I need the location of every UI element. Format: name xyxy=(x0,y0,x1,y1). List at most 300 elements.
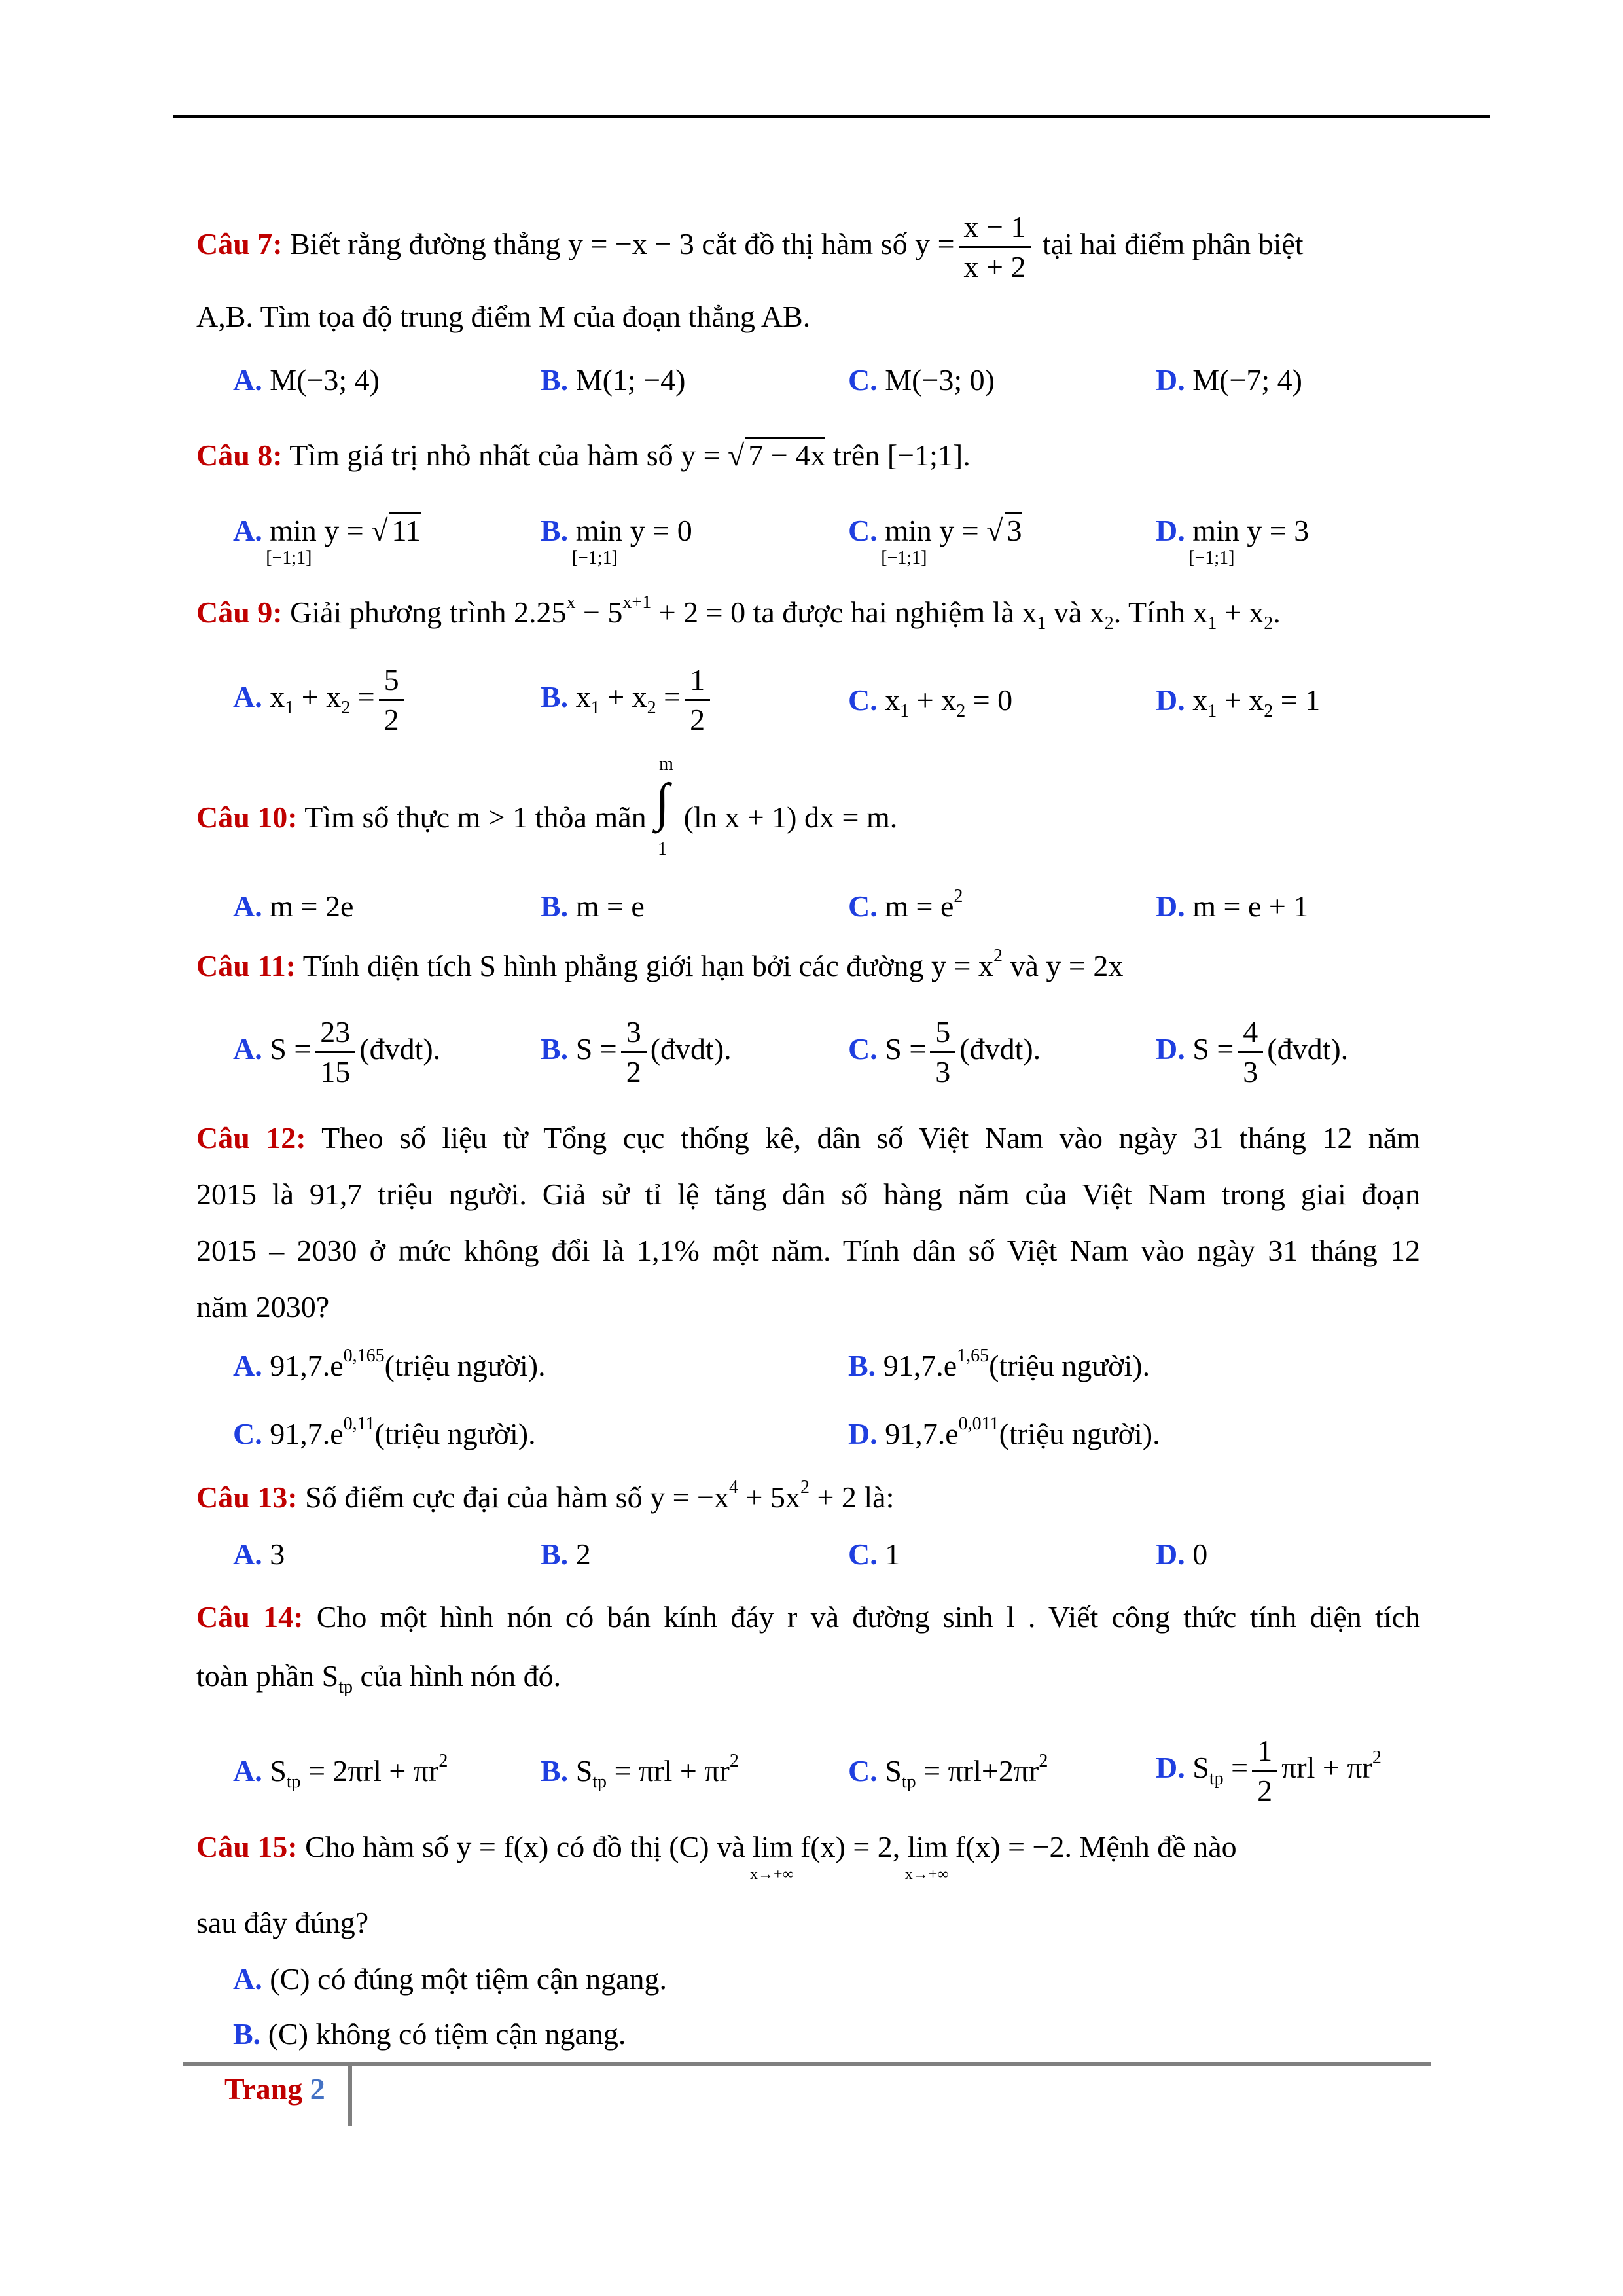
option-value: m = e xyxy=(575,889,645,923)
options-q10 xyxy=(233,884,1411,942)
option-c[interactable]: C. min [−1;1] y = √ 3 xyxy=(848,508,1022,554)
option-key: B. xyxy=(848,1349,876,1382)
question-text: trên xyxy=(832,439,880,472)
option-value: (C) có đúng một tiệm cận ngang. xyxy=(270,1962,668,1996)
option-value: M(1; −4) xyxy=(575,363,686,397)
denominator: 15 xyxy=(320,1055,351,1088)
option-a[interactable] xyxy=(233,1532,285,1577)
question-label: Câu 12: xyxy=(196,1121,306,1155)
var: S xyxy=(321,1659,339,1693)
math-expression: y = xyxy=(915,227,955,261)
lim-subscript: x→+∞ xyxy=(904,1866,949,1883)
question-text: A,B. Tìm tọa độ trung điểm M của đoạn thẳng AB. xyxy=(196,300,811,333)
option-b[interactable] xyxy=(541,508,692,568)
question-text: thỏa mãn xyxy=(535,800,647,834)
unit: (triệu người). xyxy=(384,1349,546,1382)
header-rule xyxy=(173,115,1490,118)
option-key: A. xyxy=(233,1032,262,1066)
op: + xyxy=(909,683,942,717)
math-expression: y = f(x) xyxy=(456,1830,549,1863)
question-label: Câu 13: xyxy=(196,1480,298,1514)
var: x xyxy=(1089,596,1105,629)
option-c[interactable] xyxy=(848,357,995,403)
subscript: tp xyxy=(1209,1768,1224,1789)
option-d[interactable] xyxy=(1156,508,1310,568)
option-lhs: y = 3 xyxy=(1247,514,1310,547)
limit-operator xyxy=(904,1826,949,1883)
option-lhs: y = xyxy=(939,514,979,547)
exponent: 2 xyxy=(1039,1751,1048,1771)
subscript: 2 xyxy=(647,698,656,719)
option-key: D. xyxy=(1156,1032,1185,1066)
question-7 xyxy=(196,208,1420,286)
question-text: . Mệnh đề nào xyxy=(1064,1830,1237,1863)
option-lhs: S = xyxy=(575,1032,617,1066)
exponent: x xyxy=(566,592,576,613)
question-13 xyxy=(196,1477,1420,1518)
denominator: 3 xyxy=(935,1055,951,1088)
option-c[interactable] xyxy=(848,1532,900,1577)
option-key: A. xyxy=(233,363,262,397)
option-base: 91,7.e xyxy=(883,1349,957,1382)
var: x xyxy=(1249,596,1264,629)
punct: . xyxy=(1273,596,1281,629)
option-value: (C) không có tiệm cận ngang. xyxy=(268,2017,626,2051)
var: x xyxy=(941,683,957,717)
subscript: 1 xyxy=(1207,701,1217,721)
var: x xyxy=(1249,683,1264,717)
min-word: min xyxy=(270,514,317,547)
option-key: A. xyxy=(233,1537,262,1571)
unit: (đvdt). xyxy=(359,1032,441,1066)
option-value: m = 2e xyxy=(270,889,354,923)
option-value: 2 xyxy=(575,1537,591,1571)
math-expression: f(x) = −2 xyxy=(955,1830,1065,1863)
integral xyxy=(654,754,676,859)
radicand: 7 − 4x xyxy=(745,437,825,472)
option-b[interactable] xyxy=(541,661,714,739)
option-value: 0 xyxy=(1192,1537,1208,1571)
option-a[interactable] xyxy=(233,1958,1457,2000)
math-expression: y = x xyxy=(931,949,993,982)
option-value: M(−3; 4) xyxy=(270,363,380,397)
exponent: 2 xyxy=(993,946,1003,966)
question-text: và xyxy=(1053,596,1082,629)
exponent: 0,11 xyxy=(343,1414,375,1434)
question-text: cắt đồ thị hàm số xyxy=(702,227,908,261)
option-key: D. xyxy=(1156,1751,1185,1785)
option-c[interactable] xyxy=(848,884,963,929)
question-text: . Tính xyxy=(1113,596,1185,629)
fraction xyxy=(379,661,404,739)
option-key: C. xyxy=(848,514,878,547)
min-operator xyxy=(881,508,932,568)
subscript: 2 xyxy=(956,701,966,721)
option-base: 91,7.e xyxy=(885,1417,959,1450)
question-label: Câu 11: xyxy=(196,949,296,982)
subscript: 2 xyxy=(1104,613,1114,634)
option-value: M(−7; 4) xyxy=(1192,363,1302,397)
exponent: 2 xyxy=(729,1751,739,1771)
var: S xyxy=(1192,1751,1209,1785)
math-expression xyxy=(650,1477,857,1514)
term: y = −x xyxy=(650,1480,729,1514)
min-subscript: [−1;1] xyxy=(881,548,927,568)
question-text: Theo số liệu từ Tổng cục thống kê, dân số Việt Nam vào ngày 31 tháng 12 năm xyxy=(321,1121,1420,1155)
footer-rule xyxy=(183,2062,1431,2066)
question-label: Câu 14: xyxy=(196,1600,304,1634)
numerator: 5 xyxy=(379,661,404,701)
integral-sign: ∫ xyxy=(655,774,670,831)
option-key: C. xyxy=(848,683,878,717)
option-base: 91,7.e xyxy=(270,1417,344,1450)
option-value: m = e xyxy=(885,889,954,923)
option-value: m = e + 1 xyxy=(1192,889,1309,923)
numerator: 4 xyxy=(1238,1013,1263,1053)
option-key: D. xyxy=(1156,889,1185,923)
option-key: B. xyxy=(233,2017,261,2051)
denominator: 2 xyxy=(626,1055,641,1088)
min-word: min xyxy=(575,514,623,547)
unit: (triệu người). xyxy=(999,1417,1160,1450)
exponent: 4 xyxy=(728,1477,738,1498)
question-text: Tìm số thực xyxy=(304,800,450,834)
question-text: Cho hàm số xyxy=(305,1830,449,1863)
question-text: và xyxy=(1010,949,1039,982)
option-d[interactable] xyxy=(1156,677,1320,723)
min-subscript: [−1;1] xyxy=(1188,548,1235,568)
fraction xyxy=(685,661,710,739)
option-key: A. xyxy=(233,514,262,547)
var: x xyxy=(575,680,591,714)
math-expression: [−1;1]. xyxy=(887,439,971,472)
footer-divider xyxy=(348,2066,352,2126)
limit-operator xyxy=(750,1826,794,1883)
option-key: A. xyxy=(233,1349,262,1382)
question-text: của hình nón đó. xyxy=(360,1659,562,1693)
subscript: tp xyxy=(901,1772,916,1792)
fraction xyxy=(1238,1013,1263,1091)
option-key: D. xyxy=(848,1417,878,1450)
options-q12-row1 xyxy=(233,1343,1411,1402)
unit: (đvdt). xyxy=(959,1032,1041,1066)
fraction xyxy=(959,208,1031,286)
option-lhs: S = xyxy=(885,1032,927,1066)
question-line xyxy=(196,1647,1420,1706)
option-lhs: S = xyxy=(1192,1032,1234,1066)
page-number-value: 2 xyxy=(310,2072,325,2106)
option-b[interactable] xyxy=(233,2013,1457,2055)
subscript: tp xyxy=(286,1772,301,1792)
option-value: 1 xyxy=(1305,683,1321,717)
denominator: x + 2 xyxy=(963,250,1026,283)
var: x xyxy=(1192,683,1208,717)
var: x xyxy=(632,680,647,714)
question-line xyxy=(196,1588,1420,1647)
lim-subscript: x→+∞ xyxy=(750,1866,794,1883)
subscript: 1 xyxy=(1037,613,1046,634)
question-text: Tính diện tích S hình phẳng giới hạn bởi các đường xyxy=(302,949,924,982)
option-key: B. xyxy=(541,1754,569,1787)
option-a[interactable]: A. min [−1;1] y = √ 11 xyxy=(233,508,421,554)
option-b[interactable] xyxy=(541,357,685,403)
option-value: = 2πrl + πr xyxy=(308,1754,439,1787)
op: + xyxy=(294,680,327,714)
var: S xyxy=(885,1754,902,1787)
op: = xyxy=(972,683,990,717)
var: x xyxy=(885,683,901,717)
option-d[interactable] xyxy=(1156,884,1308,929)
exponent: 2 xyxy=(1372,1748,1382,1768)
options-q11 xyxy=(233,1013,1411,1098)
subscript: tp xyxy=(592,1772,607,1792)
punct: . xyxy=(889,800,898,834)
unit: (đvdt). xyxy=(650,1032,732,1066)
exponent: x+1 xyxy=(622,592,652,613)
option-key: B. xyxy=(541,889,569,923)
term: + 2 xyxy=(809,1480,857,1514)
numerator: 1 xyxy=(685,661,710,701)
question-text: Giải phương trình xyxy=(290,596,507,629)
min-subscript: [−1;1] xyxy=(266,548,312,568)
subscript: 1 xyxy=(1207,613,1217,634)
math-expression: (ln x + 1) dx = m xyxy=(683,800,890,834)
lim-word: lim xyxy=(907,1830,948,1863)
question-text: ta được hai nghiệm là xyxy=(753,596,1014,629)
question-text: có đồ thị (C) và xyxy=(556,1830,745,1863)
fraction xyxy=(930,1013,955,1091)
option-lhs: y = 0 xyxy=(630,514,692,547)
question-8: Câu 8: Tìm giá trị nhỏ nhất của hàm số y = √ 7 − 4x trên [−1;1]. xyxy=(196,439,971,472)
option-b[interactable] xyxy=(541,884,645,929)
term: 2.25 xyxy=(513,596,567,629)
radicand: 11 xyxy=(389,512,421,547)
option-a[interactable] xyxy=(233,1748,448,1794)
option-d[interactable] xyxy=(1156,1532,1207,1577)
numerator: 23 xyxy=(315,1013,355,1053)
options-q14 xyxy=(233,1732,1411,1817)
denominator: 2 xyxy=(1257,1774,1273,1807)
exponent: 1,65 xyxy=(957,1346,990,1366)
min-word: min xyxy=(885,514,932,547)
subscript: 1 xyxy=(590,698,600,719)
math-expression: m > 1 xyxy=(457,800,528,834)
question-15-line2 xyxy=(196,1902,1420,1944)
question-11 xyxy=(196,945,1420,987)
option-c[interactable] xyxy=(848,1748,1048,1794)
exponent: 2 xyxy=(954,886,963,906)
numerator: x − 1 xyxy=(959,208,1031,248)
options-q8 xyxy=(233,508,1411,567)
option-c[interactable] xyxy=(848,1013,1041,1091)
option-key: D. xyxy=(1156,683,1185,717)
numerator: 5 xyxy=(930,1013,955,1053)
option-lhs: y = xyxy=(324,514,364,547)
exponent: 2 xyxy=(800,1477,810,1498)
question-label: Câu 9: xyxy=(196,596,283,629)
denominator: 2 xyxy=(690,703,705,736)
exponent: 0,165 xyxy=(343,1346,385,1366)
option-a[interactable] xyxy=(233,1013,440,1091)
question-text: là: xyxy=(864,1480,895,1514)
option-key: B. xyxy=(541,514,569,547)
op: + xyxy=(1217,596,1249,629)
subscript: 1 xyxy=(900,701,910,721)
fraction xyxy=(1252,1732,1277,1810)
question-text: Số điểm cực đại của hàm số xyxy=(305,1480,643,1514)
op: + xyxy=(599,680,632,714)
question-line xyxy=(196,1166,1420,1223)
option-key: A. xyxy=(233,1754,262,1787)
question-label: Câu 8: xyxy=(196,439,283,472)
question-10 xyxy=(196,754,1420,859)
option-key: A. xyxy=(233,1962,262,1996)
option-key: C. xyxy=(848,363,878,397)
op: = xyxy=(357,680,375,714)
question-line xyxy=(196,1223,1420,1279)
unit: (đvdt). xyxy=(1267,1032,1349,1066)
denominator: 2 xyxy=(383,703,399,736)
option-value: 3 xyxy=(270,1537,285,1571)
fraction xyxy=(621,1013,647,1091)
question-text: năm 2030? xyxy=(196,1290,330,1323)
option-b[interactable] xyxy=(541,1748,739,1794)
unit: (triệu người). xyxy=(989,1349,1150,1382)
term: + 2 = 0 xyxy=(651,596,746,629)
question-text: Cho một hình nón có bán kính đáy r và đường sinh l . Viết công thức tính diện tích xyxy=(316,1600,1420,1634)
question-text: Biết rằng đường thẳng xyxy=(290,227,561,261)
question-label: Câu 7: xyxy=(196,227,283,261)
question-text: toàn phần xyxy=(196,1659,315,1693)
math-expression: y = −x − 3 xyxy=(567,227,694,261)
var: x xyxy=(326,680,342,714)
var: S xyxy=(575,1754,593,1787)
option-d[interactable] xyxy=(1156,1013,1348,1091)
math-expression: y = xyxy=(681,439,721,472)
option-key: C. xyxy=(233,1417,262,1450)
option-value: = πrl+2πr xyxy=(923,1754,1039,1787)
option-d[interactable] xyxy=(848,1411,1160,1457)
question-text: 2015 là 91,7 triệu người. Giả sử tỉ lệ tăng dân số hàng năm của Việt Nam trong giai đoạn xyxy=(196,1177,1420,1211)
integral-lower: 1 xyxy=(658,839,668,859)
option-lhs: S = xyxy=(270,1032,312,1066)
page-number xyxy=(224,2068,325,2110)
option-key: C. xyxy=(848,1032,878,1066)
term: + 5x xyxy=(738,1480,800,1514)
var: x xyxy=(1022,596,1037,629)
radicand: 3 xyxy=(1005,512,1022,547)
var: x xyxy=(1192,596,1208,629)
option-a[interactable] xyxy=(233,357,380,403)
question-text: Tìm giá trị nhỏ nhất của hàm số xyxy=(289,439,673,472)
min-operator xyxy=(571,508,623,568)
subscript: 1 xyxy=(285,698,294,719)
option-a[interactable] xyxy=(233,1343,546,1389)
option-key: B. xyxy=(541,1537,569,1571)
options-q13 xyxy=(233,1532,1411,1590)
option-b[interactable] xyxy=(541,1532,591,1577)
min-word: min xyxy=(1192,514,1240,547)
option-value: 1 xyxy=(885,1537,901,1571)
option-c[interactable] xyxy=(848,677,1012,723)
op: = xyxy=(1280,683,1298,717)
question-14 xyxy=(196,1588,1420,1706)
numerator: 1 xyxy=(1252,1732,1277,1772)
option-d[interactable] xyxy=(1156,1732,1382,1810)
options-q9 xyxy=(233,661,1411,740)
question-text: tại hai điểm phân biệt xyxy=(1043,227,1304,261)
var: S xyxy=(270,1754,287,1787)
question-9 xyxy=(196,592,1420,634)
denominator: 3 xyxy=(1243,1055,1258,1088)
options-q7 xyxy=(233,357,1411,416)
option-key: C. xyxy=(848,1537,878,1571)
math-expression: f(x) = 2, xyxy=(800,1830,901,1863)
op: = xyxy=(1231,1751,1249,1785)
question-label: Câu 10: xyxy=(196,800,298,834)
question-text: sau đây đúng? xyxy=(196,1906,369,1939)
question-label: Câu 15: xyxy=(196,1830,298,1863)
option-key: C. xyxy=(848,889,878,923)
option-key: D. xyxy=(1156,514,1185,547)
math-expression: y = 2x xyxy=(1046,949,1124,982)
subscript: 2 xyxy=(1264,613,1274,634)
question-text: 2015 – 2030 ở mức không đổi là 1,1% một năm. Tính dân số Việt Nam vào ngày 31 tháng 12 xyxy=(196,1234,1420,1267)
option-b[interactable] xyxy=(848,1343,1150,1389)
exponent: 0,011 xyxy=(958,1414,999,1434)
option-key: D. xyxy=(1156,1537,1185,1571)
option-b[interactable] xyxy=(541,1013,732,1091)
min-operator xyxy=(266,508,317,568)
question-15 xyxy=(196,1826,1420,1883)
option-key: B. xyxy=(541,363,569,397)
question-line xyxy=(196,1110,1420,1166)
option-value: πrl + πr xyxy=(1281,1751,1372,1785)
subscript: tp xyxy=(338,1677,353,1697)
fraction xyxy=(315,1013,355,1091)
option-key: A. xyxy=(233,680,262,714)
question-7-line2 xyxy=(196,296,1420,338)
unit: (triệu người). xyxy=(374,1417,536,1450)
integral-upper: m xyxy=(659,754,673,774)
op: + xyxy=(1217,683,1249,717)
var: x xyxy=(270,680,285,714)
option-value: M(−3; 0) xyxy=(885,363,995,397)
option-a[interactable] xyxy=(233,661,408,739)
option-value: = πrl + πr xyxy=(614,1754,730,1787)
question-line xyxy=(196,1279,1420,1335)
option-key: B. xyxy=(541,1032,569,1066)
option-key: D. xyxy=(1156,363,1185,397)
page-label: Trang xyxy=(224,2072,303,2106)
options-q12-row2 xyxy=(233,1411,1411,1470)
subscript: 2 xyxy=(341,698,351,719)
lim-word: lim xyxy=(753,1830,793,1863)
question-12 xyxy=(196,1110,1420,1335)
option-base: 91,7.e xyxy=(270,1349,344,1382)
option-a[interactable] xyxy=(233,884,353,929)
exponent: 2 xyxy=(438,1751,448,1771)
option-key: B. xyxy=(541,680,569,714)
op: = xyxy=(664,680,681,714)
option-d[interactable] xyxy=(1156,357,1302,403)
option-c[interactable] xyxy=(233,1411,536,1457)
min-operator xyxy=(1188,508,1240,568)
term: − 5 xyxy=(575,596,623,629)
option-key: A. xyxy=(233,889,262,923)
numerator: 3 xyxy=(621,1013,647,1053)
math-expression xyxy=(513,592,746,629)
